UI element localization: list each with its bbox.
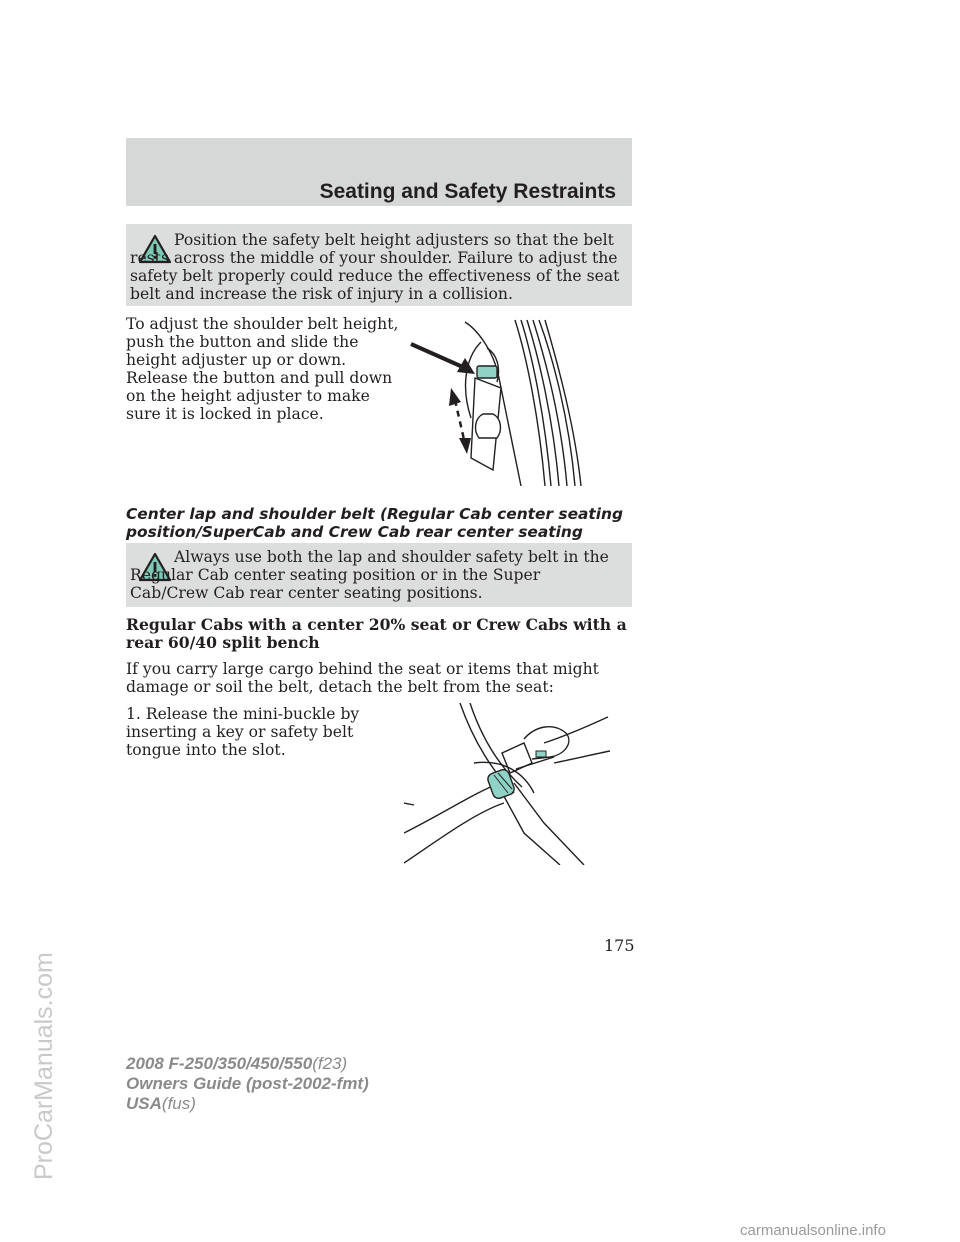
- footer-region: USA: [126, 1094, 162, 1113]
- mini-buckle-release-illustration: [404, 703, 610, 865]
- step-1-release-mini-buckle: 1. Release the mini-buckle by inserting a key or safety belt tongue into the slot.: [126, 705, 360, 759]
- cab-configuration-heading: Regular Cabs with a center 20% seat or Crew Cabs with a rear 60/40 split bench: [126, 615, 627, 652]
- detach-belt-intro: If you carry large cargo behind the seat or items that might damage or soil the belt, detach the belt from the seat:: [126, 660, 599, 696]
- warning-box: [126, 543, 632, 607]
- shoulder-belt-height-adjuster-illustration: [405, 318, 585, 488]
- footer-model: 2008 F-250/350/450/550: [126, 1054, 313, 1073]
- side-watermark: ProCarManuals.com: [30, 952, 58, 1180]
- footer-region-code: (fus): [161, 1094, 196, 1113]
- page-number: 175: [604, 936, 635, 955]
- bottom-watermark: carmanualsonline.info: [740, 1222, 886, 1239]
- footer-model-code: (f23): [312, 1054, 348, 1073]
- warning-box: [126, 224, 632, 306]
- warning-text: Always use both the lap and shoulder safety belt in the Regular Cab center seating position or in the Super Cab/Crew Cab rear center seating positions.: [130, 548, 609, 602]
- center-belt-heading: Center lap and shoulder belt (Regular Cab center seating position/SuperCab and Crew Cab rear center seating: [126, 505, 624, 541]
- footer-region-line: [126, 1095, 196, 1113]
- warning-text: Position the safety belt height adjusters so that the belt rests across the middle of your shoulder. Failure to adjust the safety belt properly could reduce the effectiveness of the seat belt and increase the risk of injury in a collision.: [130, 231, 620, 303]
- footer-guide-line: Owners Guide (post-2002-fmt): [126, 1074, 369, 1093]
- footer-model-line: [126, 1055, 347, 1073]
- shoulder-height-instructions: To adjust the shoulder belt height, push the button and slide the height adjuster up or down. Release the button and pull down on the height adjuster to make sure it is locked in place.: [126, 315, 399, 423]
- page-title: Seating and Safety Restraints: [319, 180, 616, 203]
